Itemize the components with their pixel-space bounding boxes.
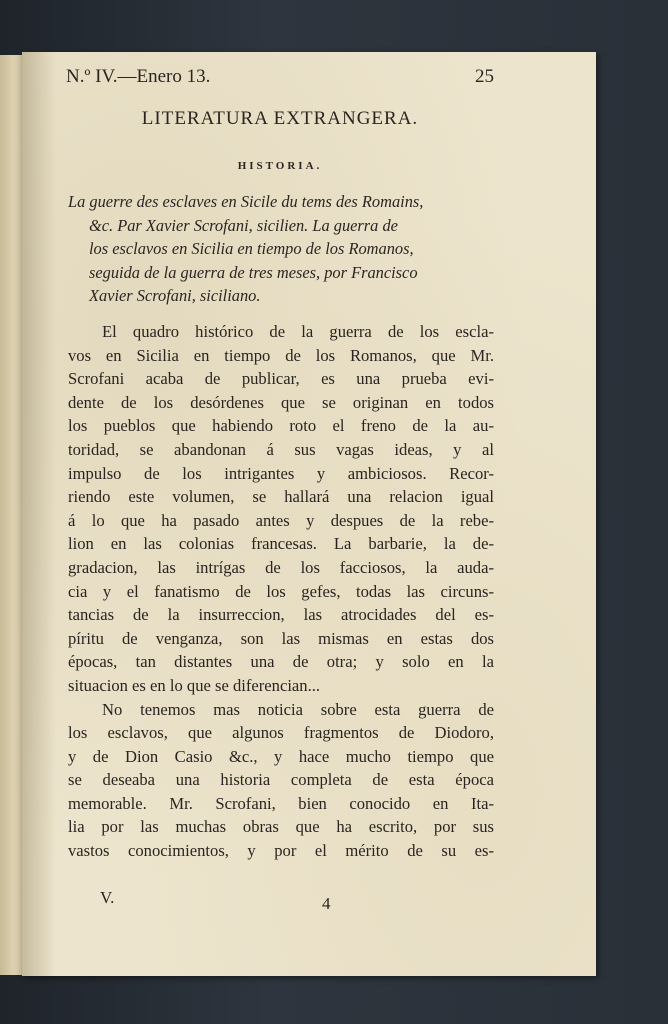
biblio-line: los esclavos en Sicilia en tiempo de los Romanos, bbox=[89, 239, 414, 258]
text-line: gradacion, las intrígas de los facciosos, la auda- bbox=[68, 557, 494, 577]
biblio-line: Xavier Scrofani, siciliano. bbox=[89, 286, 261, 305]
text-line: dente de los desórdenes que se originan en todos bbox=[68, 392, 494, 412]
bibliographic-entry bbox=[68, 190, 488, 308]
text-line: lia por las muchas obras que ha escrito, por sus bbox=[68, 817, 494, 837]
page-number: 25 bbox=[475, 66, 494, 87]
text-line: riendo este volumen, se hallará una relacion igual bbox=[68, 487, 494, 507]
text-line: situacion es en lo que se diferencian... bbox=[68, 675, 321, 695]
text-line: vastos conocimientos, y por el mérito de su es- bbox=[68, 841, 494, 861]
page-title: LITERATURA EXTRANGERA. bbox=[141, 108, 419, 129]
page-gutter-shadow bbox=[22, 52, 56, 976]
text-line: á lo que ha pasado antes y despues de la rebe- bbox=[68, 510, 494, 530]
text-line: cia y el fanatismo de los gefes, todas las circuns- bbox=[68, 581, 494, 601]
text-line: El quadro histórico de la guerra de los escla- bbox=[102, 322, 494, 341]
book-spine-edge bbox=[0, 55, 23, 975]
biblio-line: seguida de la guerra de tres meses, por Francisco bbox=[89, 262, 418, 282]
text-line: impulso de los intrigantes y ambiciosos. Recor- bbox=[68, 463, 494, 483]
text-line: épocas, tan distantes una de otra; y solo en la bbox=[68, 652, 494, 672]
text-line: los esclavos, que algunos fragmentos de Diodoro, bbox=[68, 723, 494, 743]
text-line: vos en Sicilia en tiempo de los Romanos, que Mr. bbox=[68, 345, 494, 365]
signature-mark: V. bbox=[100, 888, 115, 907]
text-line: se deseaba una historia completa de esta época bbox=[68, 770, 494, 790]
text-line: píritu de venganza, son las mismas en estas dos bbox=[68, 628, 494, 648]
biblio-line: La guerre des esclaves en Sicile du tems des Romains, bbox=[68, 192, 424, 211]
issue-date: N.º IV.—Enero 13. bbox=[66, 66, 211, 87]
text-line: memorable. Mr. Scrofani, bien conocido en Ita- bbox=[68, 793, 494, 813]
gathering-number: 4 bbox=[322, 894, 331, 913]
biblio-line: &c. Par Xavier Scrofani, sicilien. La guerra de bbox=[89, 215, 398, 235]
paragraph-2 bbox=[68, 698, 494, 863]
text-line: Scrofani acaba de publicar, es una prueba evi- bbox=[68, 369, 494, 389]
paragraph-1 bbox=[68, 320, 494, 698]
section-heading: HISTORIA. bbox=[237, 160, 323, 172]
text-line: No tenemos mas noticia sobre esta guerra de bbox=[102, 699, 494, 719]
text-line: y de Dion Casio &c., y hace mucho tiempo que bbox=[68, 746, 494, 766]
text-line: toridad, se abandonan á sus vagas ideas, y al bbox=[68, 439, 494, 459]
article-body bbox=[68, 320, 494, 863]
text-line: tancias de la insurreccion, las atrocidades del es- bbox=[68, 605, 494, 625]
text-line: lion en las colonias francesas. La barbarie, la de- bbox=[68, 534, 494, 554]
text-line: los pueblos que habiendo roto el freno de la au- bbox=[68, 416, 494, 436]
